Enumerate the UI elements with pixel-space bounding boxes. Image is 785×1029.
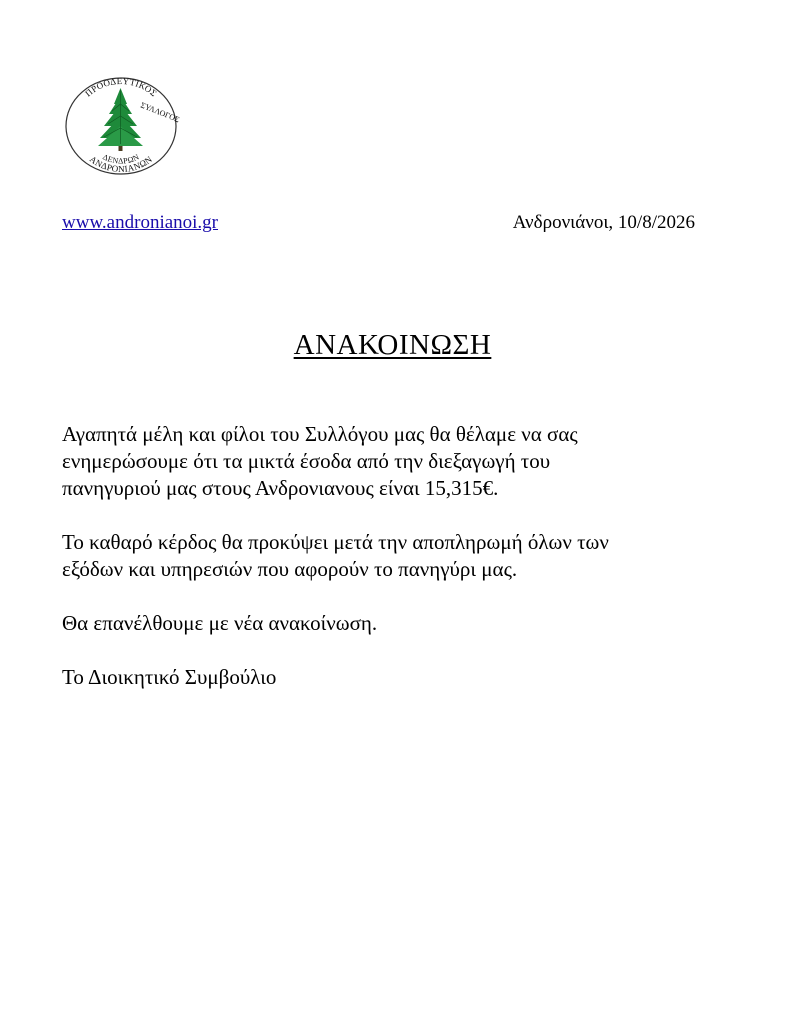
text-line: Το Διοικητικό Συμβούλιο <box>62 665 277 689</box>
logo-bottom-text: ΑΝΔΡΟΝΙΑΝΩΝ <box>87 153 155 175</box>
logo-mid-text: ΣΥΛΛΟΓΟΣ <box>139 100 181 125</box>
association-logo <box>60 74 182 176</box>
text-line: Το καθαρό κέρδος θα προκύψει μετά την αποπληρωμή όλων των <box>62 530 609 554</box>
signature <box>62 664 722 691</box>
text-line: Θα επανέλθουμε με νέα ανακοίνωση. <box>62 611 378 635</box>
paragraph-profit <box>62 529 722 583</box>
paragraph-revenue <box>62 421 722 502</box>
announcement-body <box>62 421 722 718</box>
logo-bottom-text-2: ΔΕΝΔΡΩΝ <box>101 152 141 166</box>
pine-tree-icon <box>98 88 143 151</box>
place-date: Ανδρονιάνοι, 10/8/2026 <box>512 212 695 233</box>
text-line: ενημερώσουμε ότι τα μικτά έσοδα από την διεξαγωγή του <box>62 449 551 473</box>
logo-top-text: ΠΡΟΟΔΕΥΤΙΚΟΣ <box>83 75 159 99</box>
text-line: Αγαπητά μέλη και φίλοι του Συλλόγου μας θα θέλαμε να σας <box>62 422 578 446</box>
logo-emblem <box>60 74 182 176</box>
text-line: πανηγυριού μας στους Ανδρονιανους είναι 15,315€. <box>62 476 499 500</box>
text-line: εξόδων και υπηρεσιών που αφορούν το πανηγύρι μας. <box>62 557 518 581</box>
paragraph-followup <box>62 610 722 637</box>
announcement-title: ΑΝΑΚΟΙΝΩΣΗ <box>293 329 492 361</box>
website-link[interactable]: www.andronianoi.gr <box>62 212 219 233</box>
document-header <box>62 211 695 235</box>
